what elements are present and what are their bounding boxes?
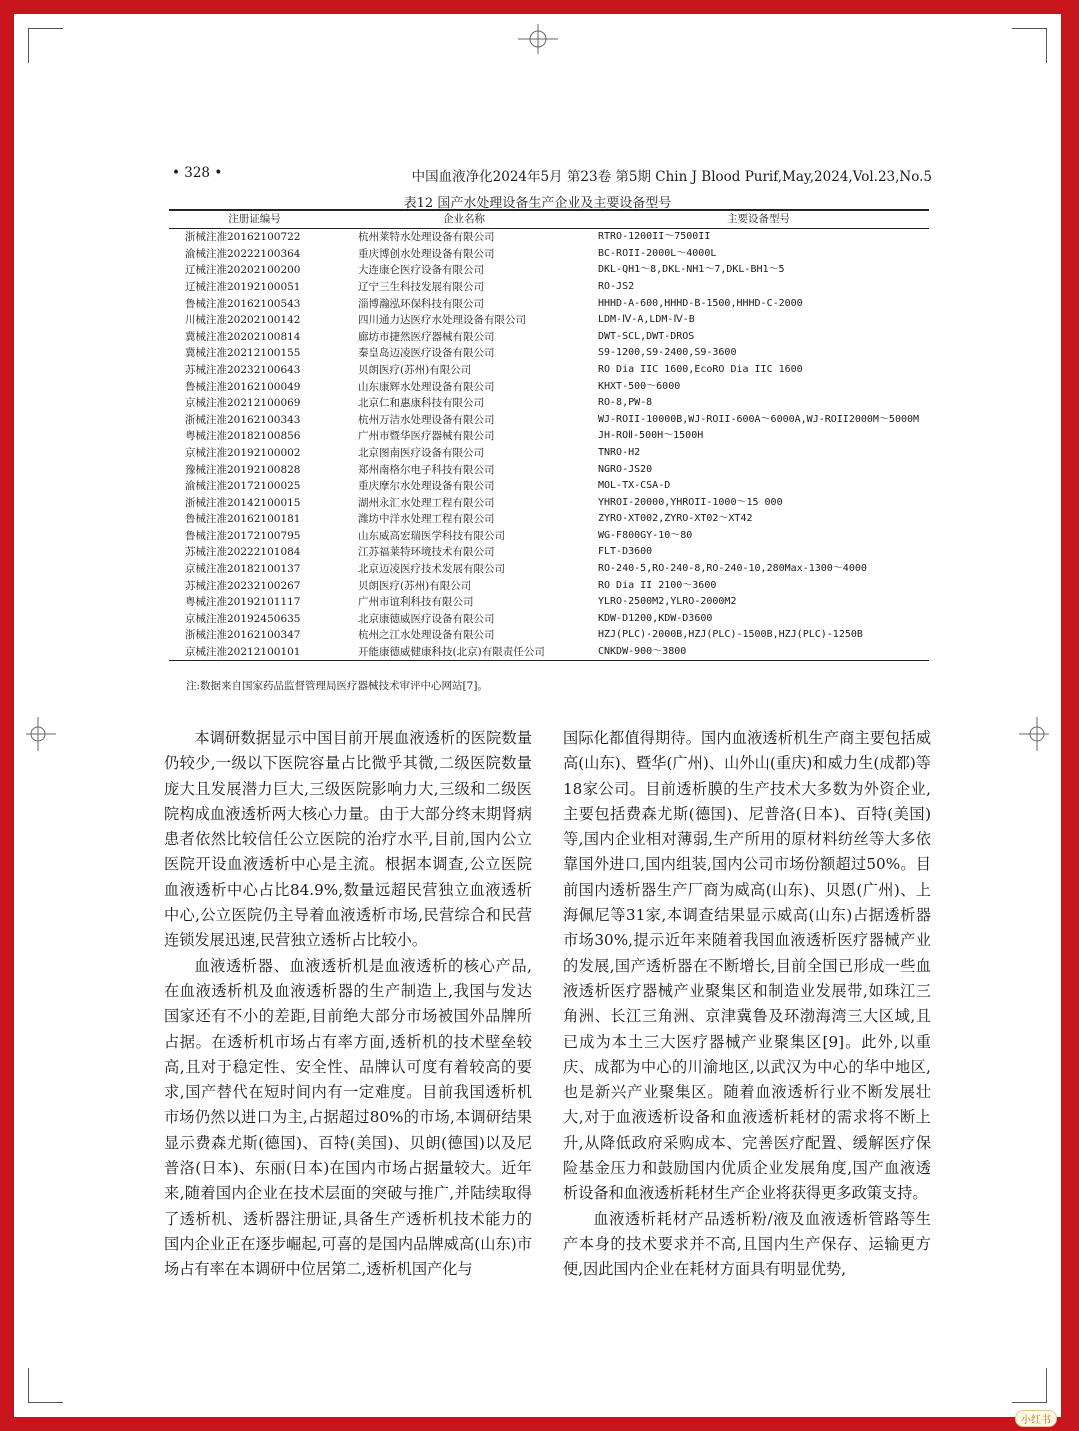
model-cell: KDW-D1200,KDW-D3600 xyxy=(598,612,713,624)
running-header xyxy=(172,165,932,189)
crop-mark xyxy=(1012,1402,1047,1403)
company-name-cell: 广州市暨华医疗器械有限公司 xyxy=(358,430,495,443)
company-name-cell: 廊坊市捷然医疗器械有限公司 xyxy=(358,330,495,343)
crop-mark xyxy=(1046,1368,1047,1403)
table-row xyxy=(169,478,929,495)
company-name-cell: 北京康德威医疗设备有限公司 xyxy=(358,612,495,625)
model-cell: DKL-QH1～8,DKL-NH1～7,DKL-BH1～5 xyxy=(598,264,785,276)
model-cell: KHXT-500～6000 xyxy=(598,380,681,392)
registration-number-cell: 鲁械注准20162100181 xyxy=(185,513,301,526)
journal-citation: 中国血液净化2024年5月 第23卷 第5期 Chin J Blood Purif,May,2024,Vol.23,No.5 xyxy=(411,169,932,185)
registration-number-cell: 川械注准20202100142 xyxy=(185,314,301,327)
company-name-cell: 江苏福莱特环境技术有限公司 xyxy=(358,546,495,559)
model-cell: FLT-D3600 xyxy=(598,546,653,558)
crop-mark xyxy=(28,1402,63,1403)
registration-number-cell: 鲁械注准20172100795 xyxy=(185,529,301,542)
registration-number-cell: 浙械注准20162100343 xyxy=(185,413,301,426)
registration-number-cell: 京械注准20212100069 xyxy=(185,397,301,410)
company-name-cell: 北京迈凌医疗技术发展有限公司 xyxy=(358,563,505,576)
company-name-cell: 四川通力达医疗水处理设备有限公司 xyxy=(358,314,526,327)
model-cell: RO-240-5,RO-240-8,RO-240-10,280Max-1300～4000 xyxy=(598,563,867,575)
company-name-cell: 辽宁三生科技发展有限公司 xyxy=(358,280,484,293)
registration-number-cell: 苏械注准20232100643 xyxy=(185,363,301,376)
watermark-badge: 小红书 xyxy=(1015,1410,1057,1427)
company-name-cell: 杭州万洁水处理设备有限公司 xyxy=(358,413,495,426)
model-cell: BC-ROII-2000L～4000L xyxy=(598,247,717,259)
registration-number-cell: 粤械注准20192101117 xyxy=(185,596,301,609)
table-row xyxy=(169,279,929,296)
paragraph: 本调研数据显示中国目前开展血液透析的医院数量仍较少,一级以下医院容量占比微乎其微,二级医院数量庞大且发展潜力巨大,三级医院影响力大,三级和二级医院构成血液透析两大核心力量。由于大部分终末期肾病患者依然比较信任公立医院的治疗水平,目前,国内公立医院开设血液透析中心是主流。根据本调查,公立医院血液透析中心占比84.9%,数量远超民营独立血液透析中心,公立医院仍主导着血液透析市场,民营综合和民营连锁发展迅速,民营独立透析占比较小。 xyxy=(164,729,532,950)
registration-number-cell: 鲁械注准20162100049 xyxy=(185,380,301,393)
model-cell: RO-JS2 xyxy=(598,280,635,292)
registration-number-cell: 粤械注准20182100856 xyxy=(185,430,301,443)
company-name-cell: 淄博瀚泓环保科技有限公司 xyxy=(358,297,484,310)
table-row xyxy=(169,378,929,395)
table-row xyxy=(169,262,929,279)
model-cell: S9-1200,S9-2400,S9-3600 xyxy=(598,347,737,359)
registration-number-cell: 京械注准20212100101 xyxy=(169,644,340,661)
registration-number-cell: 渝械注准20172100025 xyxy=(185,480,301,493)
crop-mark xyxy=(28,28,63,29)
table-row xyxy=(169,445,929,462)
company-name-cell: 重庆博创水处理设备有限公司 xyxy=(358,247,495,260)
company-name-cell: 大连康仑医疗设备有限公司 xyxy=(358,264,484,277)
table-row xyxy=(169,428,929,445)
crop-mark xyxy=(28,28,29,63)
paragraph: 血液透析器、血液透析机是血液透析的核心产品,在血液透析机及血液透析器的生产制造上,我国与发达国家还有不小的差距,目前绝大部分市场被国外品牌所占据。在透析机市场占有率方面,透析机的技术壁垒较高,且对于稳定性、安全性、品牌认可度有着较高的要求,国产替代在短时间内有一定难度。目前我国透析机市场仍然以进口为主,占据超过80%的市场,本调研结果显示费森尤斯(德国)、百特(美国)、贝朗(德国)以及尼普洛(日本)、东丽(日本)在国内市场占据量较大。近年来,随着国内企业在技术层面的突破与推广,并陆续取得了透析机、透析器注册证,具备生产透析机技术能力的国内企业正在逐步崛起,可喜的是国内品牌威高(山东)市场占有率在本调研中位居第二,透析机国产化与 xyxy=(164,956,532,1279)
model-cell: RO-8,PW-8 xyxy=(598,397,653,409)
registration-mark-icon xyxy=(26,717,56,751)
table-header-row xyxy=(169,210,929,229)
journal-page xyxy=(14,14,1061,1417)
body-column-left xyxy=(164,726,532,1283)
model-cell: MOL-TX-CSA-D xyxy=(598,480,671,492)
model-cell: RO Dia II 2100～3600 xyxy=(598,579,717,591)
crop-mark xyxy=(1046,28,1047,63)
model-cell: TNRO-H2 xyxy=(598,446,641,458)
company-name-cell: 杭州莱特水处理设备有限公司 xyxy=(358,231,495,244)
model-cell: ZYRO-XT002,ZYRO-XT02～XT42 xyxy=(598,513,753,525)
model-cell: YHROI-20000,YHROII-1000～15 000 xyxy=(598,496,783,508)
registration-number-cell: 京械注准20192450635 xyxy=(185,612,301,625)
page-number: • 328 • xyxy=(172,165,223,181)
model-cell: YLRO-2500M2,YLRO-2000M2 xyxy=(598,596,737,608)
model-cell: RO Dia IIC 1600,EcoRO Dia IIC 1600 xyxy=(598,363,803,375)
company-name-cell: 秦皇岛迈凌医疗设备有限公司 xyxy=(358,347,495,360)
model-cell: DWT-SCL,DWT-DROS xyxy=(598,330,695,342)
company-name-cell: 贝朗医疗(苏州)有限公司 xyxy=(358,363,472,376)
company-name-cell: 开能康德威健康科技(北京)有限责任公司 xyxy=(340,644,588,661)
company-name-cell: 潍坊中洋水处理工程有限公司 xyxy=(358,513,495,526)
registration-mark-icon xyxy=(1019,717,1049,751)
table-row xyxy=(169,511,929,528)
registration-number-cell: 浙械注准20142100015 xyxy=(185,496,301,509)
table-row xyxy=(169,495,929,512)
registration-number-cell: 冀械注准20202100814 xyxy=(185,330,301,343)
company-name-cell: 北京图南医疗设备有限公司 xyxy=(358,446,484,459)
model-cell: JH-ROⅡ-500H～1500H xyxy=(598,430,704,442)
paragraph: 血液透析耗材产品透析粉/液及血液透析管路等生产本身的技术要求并不高,且国内生产保存、运输更方便,因此国内企业在耗材方面具有明显优势, xyxy=(563,1209,931,1279)
body-column-right xyxy=(563,726,931,1283)
registration-number-cell: 京械注准20192100002 xyxy=(185,446,301,459)
model-cell: WJ-ROII-10000B,WJ-ROII-600A～6000A,WJ-ROII2000M～5000M xyxy=(598,413,920,425)
model-cell: NGRO-JS20 xyxy=(598,463,653,475)
table-row xyxy=(169,528,929,545)
table-row xyxy=(169,594,929,611)
table-row xyxy=(169,412,929,429)
column-header: 企业名称 xyxy=(340,210,588,229)
table-row xyxy=(169,329,929,346)
model-cell: RTRO-1200II～7500II xyxy=(598,231,711,243)
registration-number-cell: 苏械注准20222101084 xyxy=(185,546,301,559)
table-row xyxy=(169,644,929,661)
table-row xyxy=(169,611,929,628)
table-row xyxy=(169,395,929,412)
crop-mark xyxy=(28,1368,29,1403)
table-row xyxy=(169,461,929,478)
registration-number-cell: 鲁械注准20162100543 xyxy=(185,297,301,310)
company-name-cell: 重庆摩尔水处理设备有限公司 xyxy=(358,480,495,493)
table-row xyxy=(169,362,929,379)
model-cell: WG-F800GY-10～80 xyxy=(598,529,693,541)
table-row xyxy=(169,561,929,578)
table-row xyxy=(169,627,929,644)
table-row xyxy=(169,577,929,594)
registration-mark-icon xyxy=(518,24,558,54)
company-name-cell: 山东威高宏瑞医学科技有限公司 xyxy=(358,529,505,542)
company-name-cell: 杭州之江水处理设备有限公司 xyxy=(358,629,495,642)
company-name-cell: 贝朗医疗(苏州)有限公司 xyxy=(358,579,472,592)
registration-number-cell: 渝械注准20222100364 xyxy=(185,247,301,260)
table-row xyxy=(169,312,929,329)
table-row xyxy=(169,295,929,312)
table-row xyxy=(169,345,929,362)
table-note: 注:数据来自国家药品监督管理局医疗器械技术审评中心网站[7]。 xyxy=(186,680,488,692)
registration-number-cell: 苏械注准20232100267 xyxy=(185,579,301,592)
model-cell: CNKDW-900～3800 xyxy=(588,644,929,661)
table-row xyxy=(169,229,929,246)
model-cell: HZJ(PLC)-2000B,HZJ(PLC)-1500B,HZJ(PLC)-1250B xyxy=(598,629,863,641)
table-row xyxy=(169,544,929,561)
registration-number-cell: 浙械注准20162100347 xyxy=(185,629,301,642)
registration-number-cell: 辽械注准20202100200 xyxy=(185,264,301,277)
registration-number-cell: 豫械注准20192100828 xyxy=(185,463,301,476)
company-name-cell: 湖州永汇水处理工程有限公司 xyxy=(358,496,495,509)
registration-number-cell: 辽械注准20192100051 xyxy=(185,280,301,293)
company-name-cell: 山东康辉水处理设备有限公司 xyxy=(358,380,495,393)
crop-mark xyxy=(1012,28,1047,29)
equipment-table xyxy=(169,209,929,661)
registration-number-cell: 京械注准20182100137 xyxy=(185,563,301,576)
company-name-cell: 北京仁和惠康科技有限公司 xyxy=(358,397,484,410)
registration-number-cell: 冀械注准20212100155 xyxy=(185,347,301,360)
paragraph: 国际化都值得期待。国内血液透析机生产商主要包括威高(山东)、暨华(广州)、山外山(重庆)和威力生(成都)等18家公司。目前透析膜的生产技术大多数为外资企业,主要包括费森尤斯(德国)、尼普洛(日本)、百特(美国)等,国内企业相对薄弱,生产所用的原材料纺丝等大多依靠国外进口,国内组装,国内公司市场份额超过50%。目前国内透析器生产厂商为威高(山东)、贝恩(广州)、上海佩尼等31家,本调查结果显示威高(山东)占据透析器市场30%,提示近年来随着我国血液透析医疗器械产业的发展,国产透析器在不断增长,目前全国已形成一些血液透析医疗器械产业聚集区和制造业发展带,如珠江三角洲、长江三角洲、京津冀鲁及环渤海湾三大区域,且已成为本土三大医疗器械产业聚集区[9]。此外,以重庆、成都为中心的川渝地区,以武汉为中心的华中地区,也是新兴产业聚集区。随着血液透析行业不断发展壮大,对于血液透析设备和血液透析耗材的需求将不断上升,从降低政府采购成本、完善医疗配置、缓解医疗保险基金压力和鼓励国内优质企业发展角度,国产血液透析设备和血液透析耗材生产企业将获得更多政策支持。 xyxy=(563,729,931,1203)
table-row xyxy=(169,246,929,263)
model-cell: HHHD-A-600,HHHD-B-1500,HHHD-C-2000 xyxy=(598,297,803,309)
column-header: 主要设备型号 xyxy=(588,210,929,229)
registration-number-cell: 浙械注准20162100722 xyxy=(185,231,301,244)
table-title: 表12 国产水处理设备生产企业及主要设备型号 xyxy=(403,196,672,211)
model-cell: LDM-Ⅳ-A,LDM-Ⅳ-B xyxy=(598,314,695,326)
company-name-cell: 郑州南格尔电子科技有限公司 xyxy=(358,463,495,476)
column-header: 注册证编号 xyxy=(169,210,340,229)
company-name-cell: 广州市谊利科技有限公司 xyxy=(358,596,474,609)
